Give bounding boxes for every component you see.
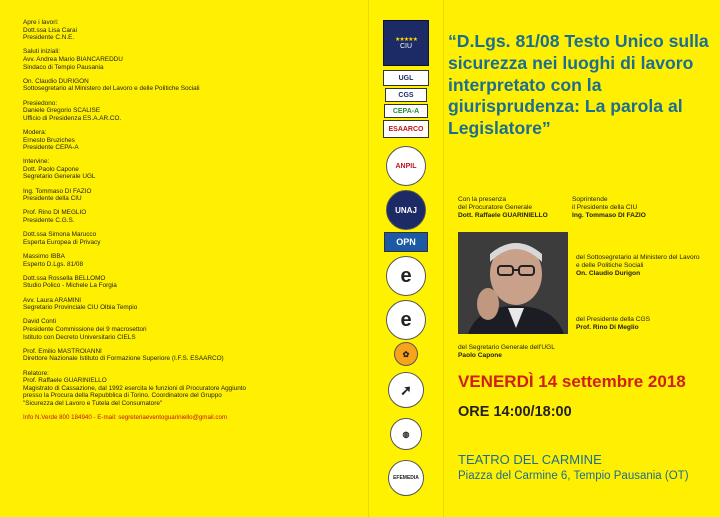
cgs-line-2: Prof. Rino Di Meglio — [576, 324, 639, 331]
sottosegretario-line-2: e delle Politiche Sociali — [576, 262, 644, 269]
sottosegretario-line-1: del Sottosegretario al Ministero del Lavoro — [576, 254, 700, 261]
cgs-line-1: del Presidente della CGS — [576, 316, 651, 323]
program-line: Daniele Gregorio SCALISE — [23, 107, 101, 115]
presence-line-2: del Procuratore Generale — [458, 204, 533, 211]
program-line: Dott. Paolo Capone — [23, 165, 79, 173]
cgs-logo-text: CGS — [398, 91, 414, 99]
program-line: Magistrato di Cassazione, dal 1992 esercita le funzioni di Procuratore Aggiunto — [23, 384, 247, 392]
program-line: Presidente CEPA-A — [23, 144, 79, 152]
program-block — [23, 129, 363, 152]
sottosegretario-line-3: On. Claudio Durigon — [576, 270, 641, 277]
program-role: David Conti — [23, 318, 57, 326]
esaarco-logo — [383, 120, 429, 138]
program-block — [23, 48, 363, 71]
soprintende-line-3: Ing. Tommaso DI FAZIO — [572, 212, 646, 219]
program-role: Intervine: — [23, 158, 50, 166]
ugl-text — [458, 344, 555, 360]
program-line: "Sicurezza del Lavoro e Tutela del Consumatore" — [23, 399, 163, 407]
program-role: Avv. Laura ARAMINI — [23, 296, 82, 304]
program-line: Presidente C.G.S. — [23, 217, 75, 225]
program-line: presso la Procura della Repubblica di Torino. Coordinatore del Gruppo — [23, 392, 222, 400]
program-line: Studio Polico - Michele La Forgia — [23, 282, 117, 290]
esaarco-logo-text: ESAARCO — [388, 125, 424, 133]
program-line: Sindaco di Tempio Pausania — [23, 63, 104, 71]
logo-strip — [368, 0, 444, 517]
e-logo-1-text: e — [400, 264, 412, 287]
program-line: Ufficio di Presidenza ES.A.AR.CO. — [23, 114, 122, 122]
info-line: Info N.Verde 800 184940 - E-mail: segreteriaeventoguariniello@gmail.com — [23, 414, 228, 422]
opn-logo — [384, 232, 428, 252]
program-block — [23, 158, 363, 181]
program-block — [23, 78, 363, 93]
event-time: ORE 14:00/18:00 — [458, 404, 572, 420]
flower-logo — [394, 342, 418, 366]
emblem-logo — [388, 372, 424, 408]
unaj-logo — [386, 190, 426, 230]
program-role: Prof. Rino DI MEGLIO — [23, 209, 87, 217]
program-line: Istituto con Decreto Universitario CIELS — [23, 333, 136, 341]
cepa-logo — [384, 104, 428, 118]
presence-text — [458, 196, 548, 220]
presence-line-1: Con la presenza — [458, 196, 507, 203]
program-role: Presiedono: — [23, 99, 58, 107]
program-block — [23, 253, 363, 268]
program-block — [23, 370, 363, 408]
program-block — [23, 318, 363, 341]
ugl-line-1: del Segretario Generale dell'UGL — [458, 344, 555, 351]
ciu-logo — [383, 20, 429, 66]
program-role: Dott.ssa Rossella BELLOMO — [23, 274, 106, 282]
program-role: Apre i lavori: — [23, 19, 59, 26]
program-line: Presidente della CIU — [23, 195, 82, 203]
program-block — [23, 348, 363, 363]
program-list — [23, 19, 363, 422]
ugl-logo-text: UGL — [398, 74, 414, 82]
program-role: Ing. Tommaso DI FAZIO — [23, 187, 92, 195]
program-line: Ernesto Bruziches — [23, 136, 75, 144]
event-venue: TEATRO DEL CARMINE — [458, 452, 602, 467]
program-block — [23, 231, 363, 246]
e-logo-2-text: e — [400, 308, 412, 331]
globe-icon: ◍ — [402, 429, 410, 439]
program-role: Relatore: — [23, 369, 49, 377]
program-block — [23, 297, 363, 312]
program-line: Segretario Generale UGL — [23, 173, 96, 181]
cgs-logo — [385, 88, 427, 102]
program-block — [23, 275, 363, 290]
soprintende-line-1: Soprintende — [572, 196, 608, 203]
cepa-logo-text: CEPA-A — [392, 107, 420, 115]
stars-icon: ★★★★★ — [395, 37, 417, 43]
ugl-logo — [383, 70, 429, 86]
program-role: On. Claudio DURIGON — [23, 77, 89, 85]
program-line: Esperta Europea di Privacy — [23, 238, 101, 246]
program-role: Dott.ssa Simona Marucco — [23, 231, 97, 239]
program-line: Presidente Commissione dei 9 macrosettori — [23, 325, 147, 333]
program-line: Sottosegretario al Ministero del Lavoro e delle Politiche Sociali — [23, 85, 200, 93]
program-block — [23, 19, 363, 42]
event-date: VENERDÌ 14 settembre 2018 — [458, 372, 686, 391]
presence-line-3: Dott. Raffaele GUARINIELLO — [458, 212, 548, 219]
speaker-photo — [458, 232, 568, 334]
sottosegretario-text — [576, 254, 700, 278]
unaj-logo-text: UNAJ — [395, 205, 417, 215]
soprintende-line-2: il Presidente della CIU — [572, 204, 638, 211]
e-logo-2 — [386, 300, 426, 340]
event-title: “D.Lgs. 81/08 Testo Unico sulla sicurezza nei luoghi di lavoro interpretato con la giurisprudenza: La parola al Legislatore” — [448, 31, 709, 139]
portrait-image — [458, 232, 568, 334]
program-block — [23, 188, 363, 203]
program-line: Esperto D.Lgs. 81/08 — [23, 260, 84, 268]
program-line: Direttore Nazionale Istituto di Formazione Superiore (I.F.S. ESAARCO) — [23, 355, 224, 363]
efemedia-logo — [388, 460, 424, 496]
program-role: Modera: — [23, 128, 47, 136]
program-line: Prof. Raffaele GUARINIELLO — [23, 377, 107, 385]
flower-icon: ✿ — [402, 349, 410, 359]
program-role: Saluti iniziali: — [23, 48, 60, 56]
globe-logo — [390, 418, 422, 450]
cgs-text — [576, 316, 650, 332]
efemedia-logo-text: EFEMEDIA — [393, 475, 419, 481]
ciu-logo-text: CIU — [399, 43, 413, 50]
soprintende-text — [572, 196, 646, 220]
anpil-logo — [386, 146, 426, 186]
program-line: Presidente C.N.E. — [23, 34, 75, 42]
opn-logo-text: OPN — [396, 237, 416, 247]
e-logo-1 — [386, 256, 426, 296]
anpil-logo-text: ANPIL — [395, 162, 417, 170]
program-line: Avv. Andrea Mario BIANCAREDDU — [23, 55, 123, 63]
event-address: Piazza del Carmine 6, Tempio Pausania (OT) — [458, 470, 689, 482]
program-line: Dott.ssa Lisa Carai — [23, 26, 77, 34]
program-block — [23, 209, 363, 224]
program-line: Segretario Provinciale CIU Olbia Tempio — [23, 304, 138, 312]
program-role: Massimo IBBA — [23, 253, 65, 260]
program-role: Prof. Emilio MASTROIANNI — [23, 347, 102, 355]
program-block — [23, 100, 363, 123]
ugl-line-2: Paolo Capone — [458, 352, 502, 359]
swirl-icon: ➚ — [400, 381, 412, 398]
